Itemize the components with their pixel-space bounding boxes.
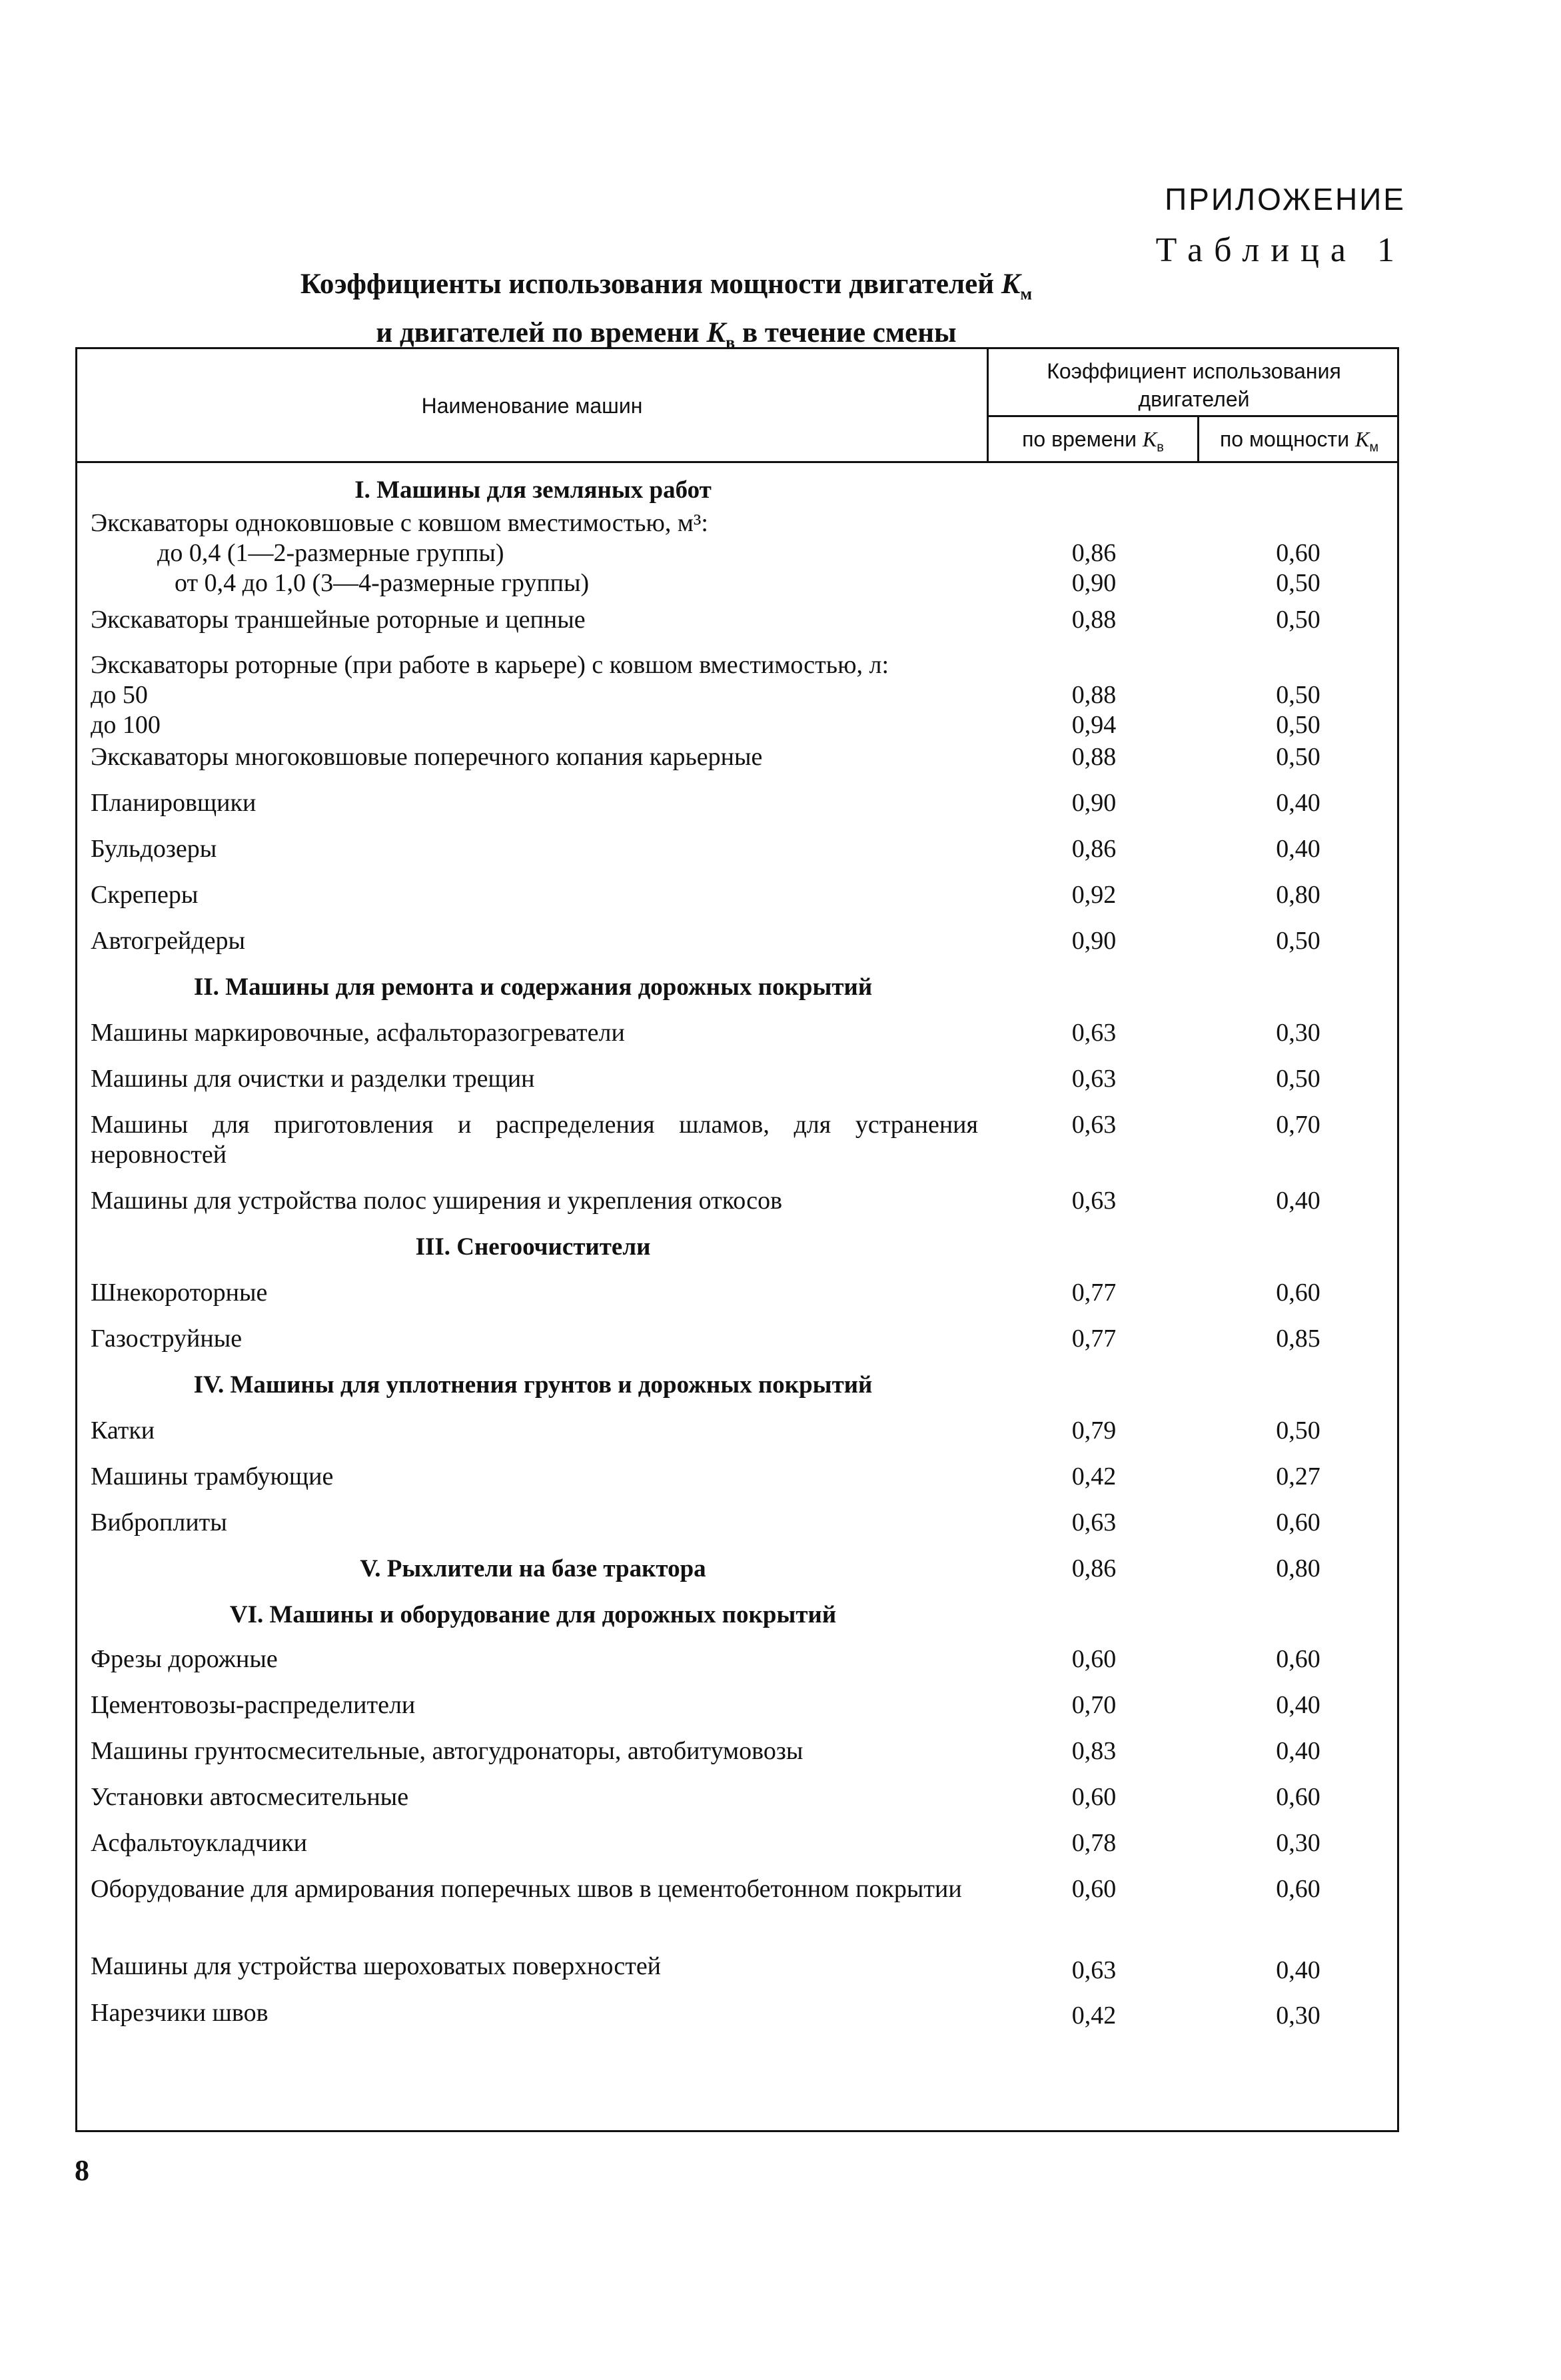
- table-row: [77, 926, 1397, 972]
- row-kv: 0,60: [1071, 1645, 1117, 1673]
- row-name: Планировщики: [91, 789, 257, 817]
- row-kv: 0,86: [1071, 835, 1117, 863]
- row-km: 0,60: [1276, 1508, 1320, 1536]
- row-km: 0,80: [1276, 881, 1320, 909]
- section-row: [77, 462, 1397, 508]
- row-name: Асфальтоукладчики: [91, 1829, 308, 1857]
- section-row: [77, 972, 1397, 1018]
- row-kv: 0,60: [1071, 1783, 1117, 1811]
- row-name: Нарезчики швов: [91, 1999, 268, 2027]
- row-kv: 0,63: [1071, 1111, 1117, 1139]
- row-km-2: 0,50: [1276, 569, 1320, 597]
- table-row: [77, 1064, 1397, 1110]
- table-row: [77, 1508, 1397, 1554]
- row-km: 0,60: [1276, 1279, 1320, 1307]
- header-hline-group: [987, 415, 1399, 417]
- row-kv: 0,78: [1071, 1829, 1117, 1857]
- section-title-3: III. Снегоочистители: [415, 1233, 651, 1261]
- column-header-kv: [989, 425, 1197, 461]
- table-row: [77, 834, 1397, 880]
- table-row: [77, 1644, 1397, 1690]
- row-km: 0,30: [1276, 1019, 1320, 1047]
- column-header-group: [989, 357, 1399, 413]
- row-name: Машины трамбующие: [91, 1463, 334, 1490]
- row-name: Шнекороторные: [91, 1279, 268, 1307]
- table-row: [77, 1952, 1397, 1998]
- row-kv: 0,70: [1071, 1691, 1117, 1719]
- row-kv: 0,42: [1071, 2002, 1117, 2030]
- row-sub-2: до 100: [91, 711, 161, 739]
- kv-header-symbol: K: [1142, 427, 1157, 451]
- row-name: Бульдозеры: [91, 835, 217, 863]
- table-row: [77, 1998, 1397, 2044]
- table-row: [77, 1736, 1397, 1782]
- row-km: [1199, 650, 1397, 742]
- row-name: Газоструйные: [91, 1325, 243, 1353]
- table-row: [77, 1690, 1397, 1736]
- row-kv: [989, 508, 1199, 600]
- row-kv: 0,63: [1071, 1508, 1117, 1536]
- section-title-1: I. Машины для земляных работ: [354, 476, 712, 504]
- row-name: Оборудование для армирования поперечных швов в цементобетонном покрытии: [91, 1875, 962, 1903]
- row-km: [1199, 508, 1397, 600]
- row-km: 0,60: [1276, 1875, 1320, 1903]
- row-kv: [989, 650, 1199, 742]
- row-km-2: 0,50: [1276, 711, 1320, 739]
- row-kv-2: 0,90: [1071, 569, 1117, 597]
- row-sub-1: до 0,4 (1—2-размерные группы): [157, 539, 504, 567]
- row-kv: 0,60: [1071, 1875, 1117, 1903]
- table-row: [77, 600, 1397, 645]
- km-header-subscript: м: [1369, 440, 1379, 455]
- row-name: Виброплиты: [91, 1508, 227, 1536]
- row-km: 0,40: [1276, 1187, 1320, 1215]
- row-sub-2: от 0,4 до 1,0 (3—4-размерные группы): [175, 569, 590, 597]
- column-header-name: Наименование машин: [421, 394, 643, 418]
- row-name: [77, 650, 989, 742]
- kv-header-label: по времени: [1022, 427, 1143, 451]
- row-name-main: Экскаваторы роторные (при работе в карьере) с ковшом вместимостью, л:: [91, 651, 889, 679]
- row-kv: 0,90: [1071, 789, 1117, 817]
- table-row: [77, 880, 1397, 926]
- section-title-2: II. Машины для ремонта и содержания дорожных покрытий: [193, 973, 873, 1001]
- row-kv: 0,90: [1071, 927, 1117, 955]
- row-km: 0,85: [1276, 1325, 1320, 1353]
- page-number: 8: [75, 2154, 89, 2187]
- table-row: [77, 742, 1397, 788]
- row-km: 0,50: [1276, 1065, 1320, 1093]
- row-sub-1: до 50: [91, 681, 148, 709]
- row-kv: 0,63: [1071, 1187, 1117, 1215]
- row-kv: 0,88: [1071, 743, 1117, 771]
- section-5-km: 0,80: [1276, 1554, 1320, 1582]
- row-name: Машины для приготовления и распределения шламов, для устранения неровностей: [91, 1111, 978, 1169]
- row-name-main: Экскаваторы одноковшовые с ковшом вместимостью, м³:: [91, 509, 708, 537]
- table-row: [77, 1324, 1397, 1370]
- row-km: 0,50: [1276, 927, 1320, 955]
- table-row: [77, 508, 1397, 600]
- row-name: Машины маркировочные, асфальторазогреватели: [91, 1019, 625, 1047]
- table-row: [77, 1874, 1397, 1952]
- row-km: 0,70: [1276, 1111, 1320, 1139]
- section-title-6: VI. Машины и оборудование для дорожных покрытий: [229, 1601, 837, 1628]
- title-line2a: и двигателей по времени: [376, 316, 707, 348]
- row-name: Экскаваторы траншейные роторные и цепные: [91, 606, 586, 634]
- row-km: 0,27: [1276, 1463, 1320, 1490]
- row-name: Машины грунтосмесительные, автогудронаторы, автобитумовозы: [91, 1737, 803, 1765]
- section-row: [77, 1600, 1397, 1644]
- row-km: 0,30: [1276, 2002, 1320, 2030]
- row-kv: 0,63: [1071, 1019, 1117, 1047]
- row-km: 0,40: [1276, 1691, 1320, 1719]
- table-row: [77, 645, 1397, 742]
- row-name: Цементовозы-распределители: [91, 1691, 416, 1719]
- km-header-label: по мощности: [1219, 427, 1355, 451]
- row-km-1: 0,50: [1276, 681, 1320, 709]
- section-row: [77, 1232, 1397, 1278]
- row-name: Автогрейдеры: [91, 927, 246, 955]
- row-kv: 0,77: [1071, 1279, 1117, 1307]
- row-kv: 0,42: [1071, 1463, 1117, 1490]
- row-km: 0,40: [1276, 1737, 1320, 1765]
- coefficients-table: [75, 347, 1399, 2132]
- table-row: [77, 1828, 1397, 1874]
- row-name: Катки: [91, 1417, 155, 1445]
- group-header-line2: двигателей: [1138, 387, 1250, 411]
- row-kv-1: 0,88: [1071, 681, 1117, 709]
- row-name: Машины для устройства шероховатых поверхностей: [91, 1952, 662, 1980]
- title-line2b: в течение смены: [735, 316, 957, 348]
- row-km-1: 0,60: [1276, 539, 1320, 567]
- row-kv: 0,88: [1071, 606, 1117, 634]
- row-name: Установки автосмесительные: [91, 1783, 409, 1811]
- row-kv: 0,83: [1071, 1737, 1117, 1765]
- row-km: 0,40: [1276, 835, 1320, 863]
- row-kv: 0,63: [1071, 1956, 1117, 1984]
- section-row: [77, 1554, 1397, 1600]
- title-k-subscript-m: м: [1020, 284, 1033, 304]
- row-name: Фрезы дорожные: [91, 1645, 278, 1673]
- kv-header-subscript: в: [1157, 440, 1164, 455]
- row-name: Скреперы: [91, 881, 199, 909]
- row-km: 0,40: [1276, 789, 1320, 817]
- title-line1: Коэффициенты использования мощности двигателей: [300, 269, 1001, 300]
- row-kv: 0,79: [1071, 1417, 1117, 1445]
- column-header-km: [1199, 425, 1399, 461]
- table-row: [77, 1278, 1397, 1324]
- table-row: [77, 1018, 1397, 1064]
- table-row: [77, 1416, 1397, 1462]
- row-name: Машины для очистки и разделки трещин: [91, 1065, 535, 1093]
- table-row: [77, 1782, 1397, 1828]
- row-km: 0,30: [1276, 1829, 1320, 1857]
- row-kv: 0,92: [1071, 881, 1117, 909]
- row-kv: 0,77: [1071, 1325, 1117, 1353]
- table-row: [77, 1462, 1397, 1508]
- row-kv-1: 0,86: [1071, 539, 1117, 567]
- row-km: 0,50: [1276, 1417, 1320, 1445]
- section-row: [77, 1370, 1397, 1416]
- row-name: Экскаваторы многоковшовые поперечного копания карьерные: [91, 743, 763, 771]
- appendix-label: ПРИЛОЖЕНИЕ: [1165, 182, 1406, 217]
- row-km: 0,50: [1276, 743, 1320, 771]
- row-km: 0,60: [1276, 1645, 1320, 1673]
- row-name: [77, 508, 989, 600]
- row-name: Машины для устройства полос уширения и укрепления откосов: [91, 1187, 783, 1215]
- row-km: 0,40: [1276, 1956, 1320, 1984]
- title-k-symbol-2: K: [706, 316, 726, 348]
- table-row: [77, 1186, 1397, 1232]
- table-row: [77, 1110, 1397, 1186]
- title-k-symbol: K: [1001, 269, 1021, 300]
- table-number-label: Таблица 1: [1155, 231, 1406, 269]
- section-title-5: V. Рыхлители на базе трактора: [360, 1555, 706, 1582]
- section-title-4: IV. Машины для уплотнения грунтов и дорожных покрытий: [193, 1371, 873, 1399]
- section-5-kv: 0,86: [1071, 1554, 1117, 1582]
- row-kv-2: 0,94: [1071, 711, 1117, 739]
- row-kv: 0,63: [1071, 1065, 1117, 1093]
- title-k-subscript-v: в: [726, 332, 736, 352]
- row-km: 0,50: [1276, 606, 1320, 634]
- group-header-line1: Коэффициент использования: [1047, 359, 1341, 383]
- table-body: [77, 462, 1397, 2044]
- row-km: 0,60: [1276, 1783, 1320, 1811]
- km-header-symbol: K: [1354, 427, 1370, 451]
- table-row: [77, 788, 1397, 834]
